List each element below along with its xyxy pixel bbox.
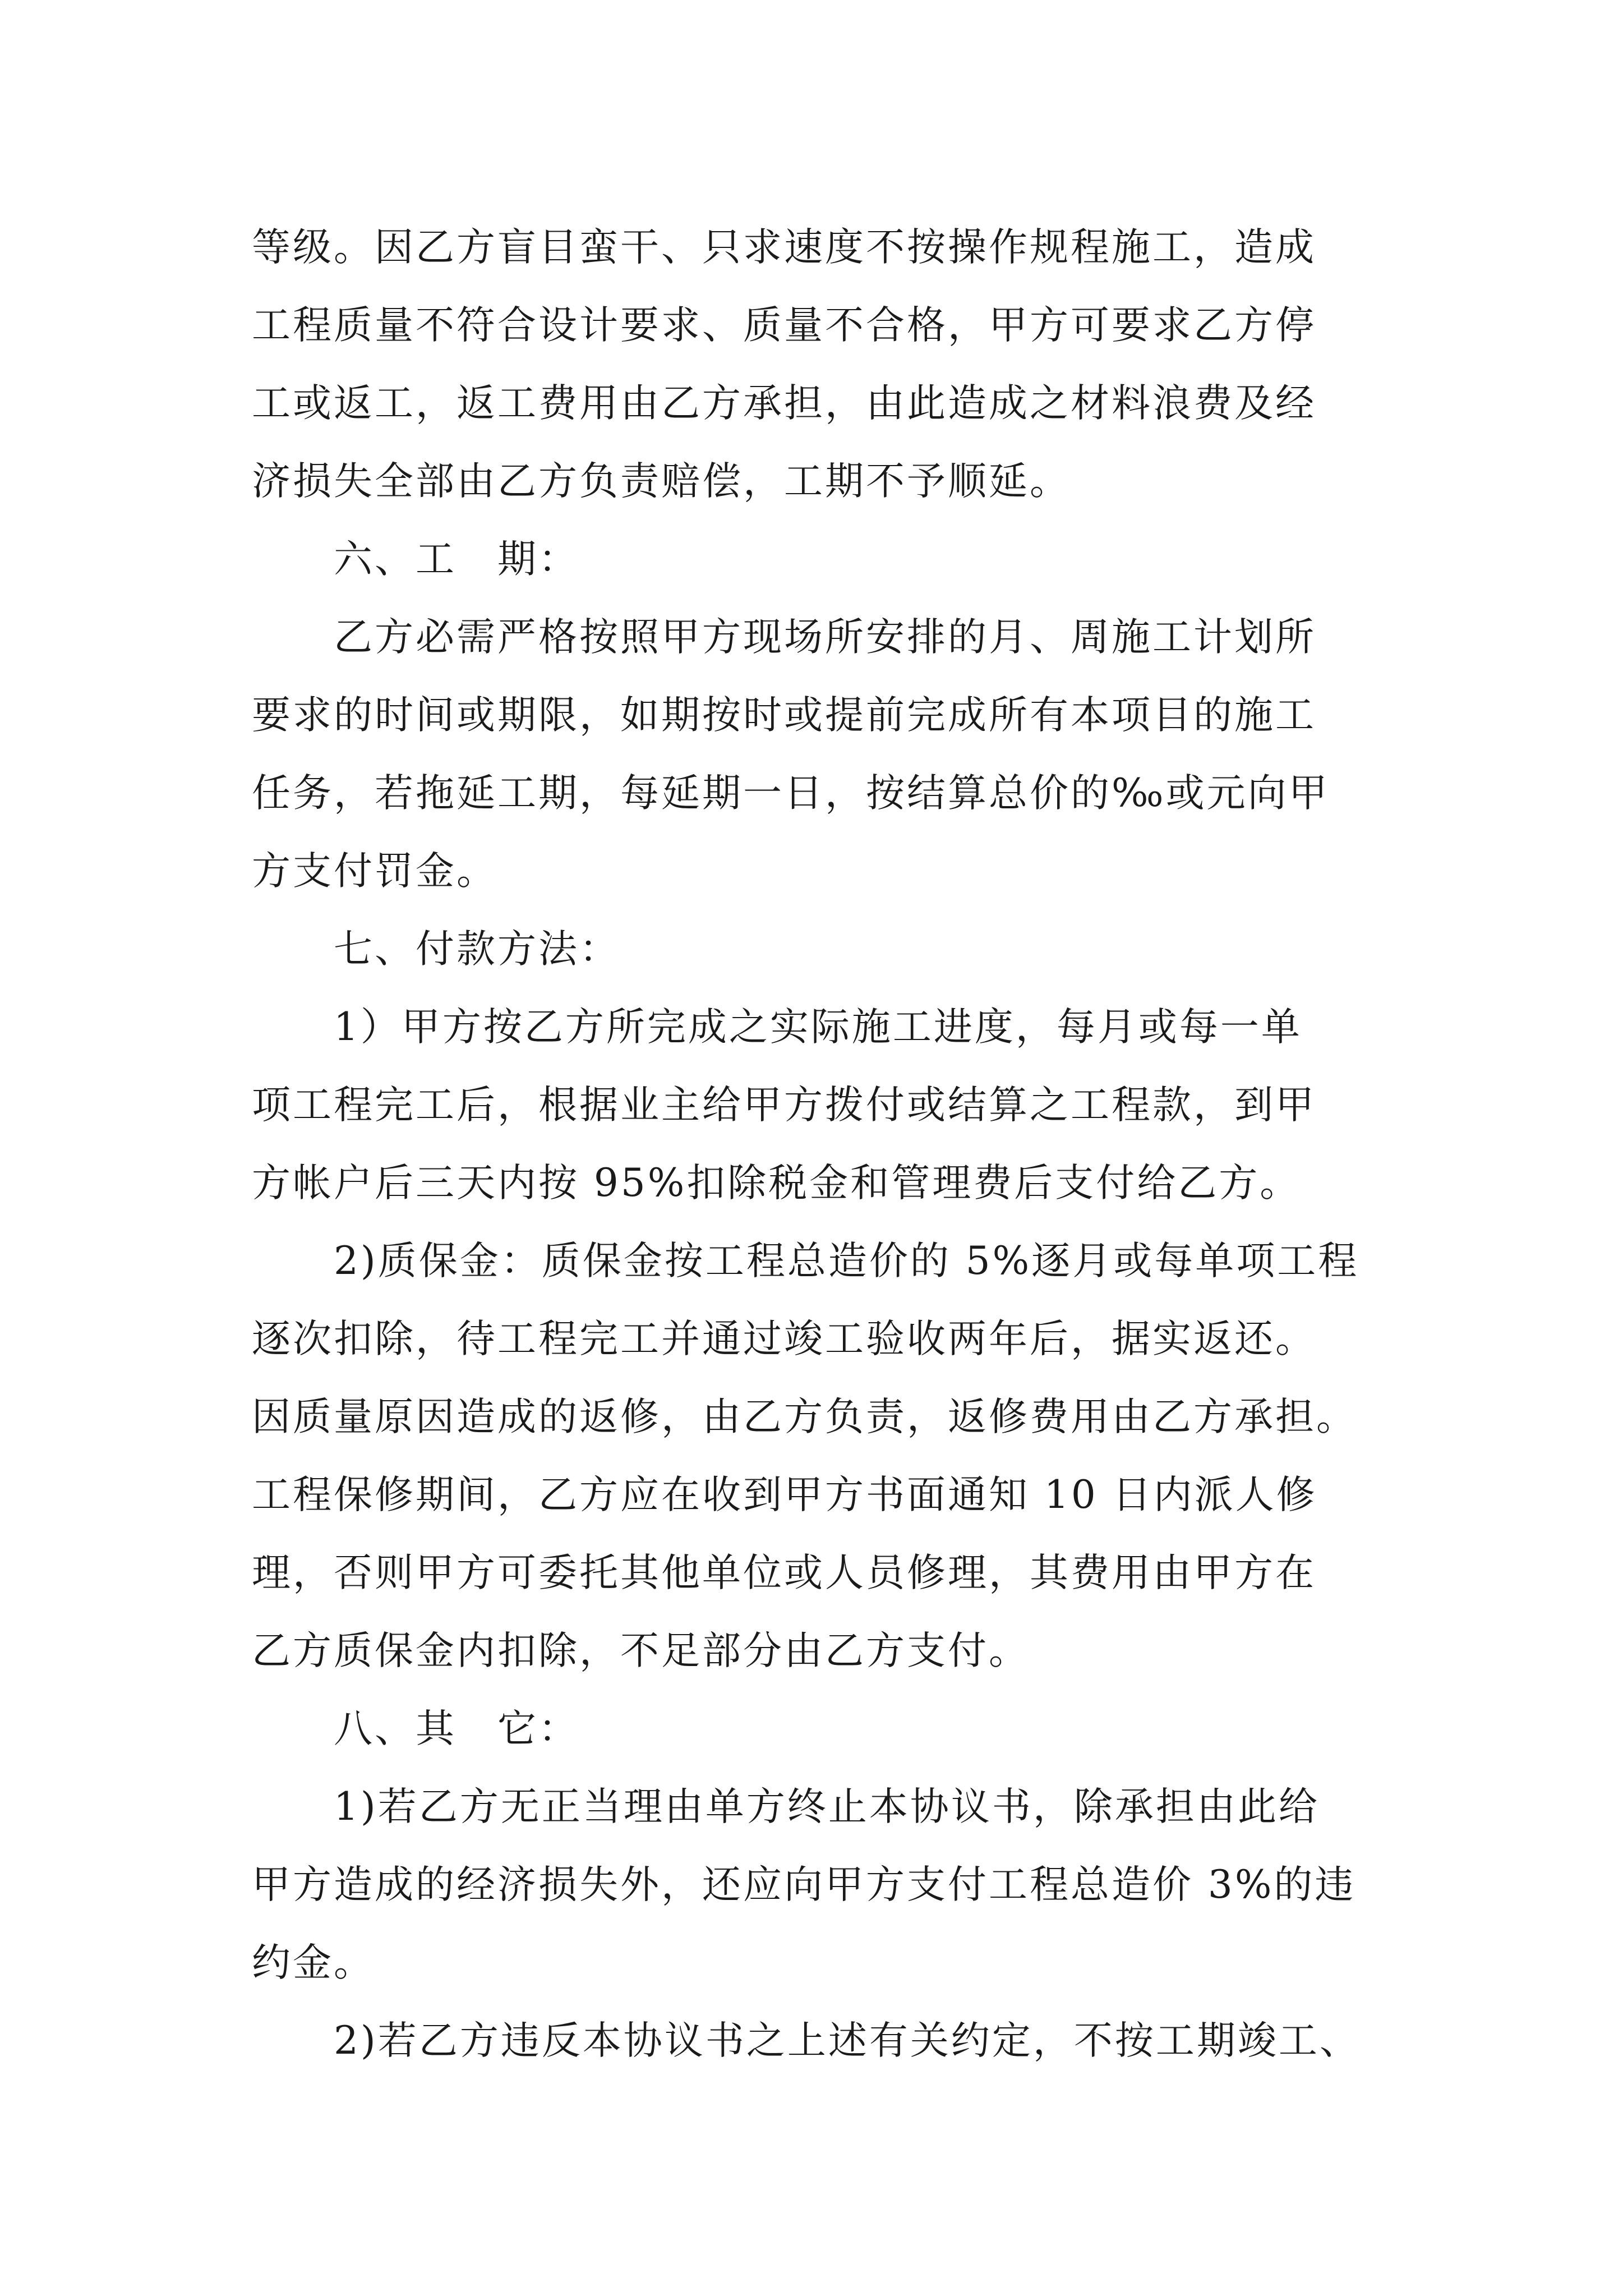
body-line: 1）甲方按乙方所完成之实际施工进度，每月或每一单 [334, 1005, 1302, 1050]
body-line: 项工程完工后，根据业主给甲方拨付或结算之工程款，到甲 [252, 1083, 1316, 1128]
body-line: 方支付罚金。 [252, 849, 497, 894]
body-line: 理，否则甲方可委托其他单位或人员修理，其费用由甲方在 [252, 1550, 1316, 1595]
body-line: 工程保修期间，乙方应在收到甲方书面通知 10 日内派人修 [252, 1473, 1317, 1517]
body-line: 工程质量不符合设计要求、质量不合格，甲方可要求乙方停 [252, 303, 1316, 348]
body-line: 逐次扣除，待工程完工并通过竣工验收两年后，据实返还。 [252, 1317, 1316, 1361]
body-line: 约金。 [252, 1940, 375, 1985]
body-line: 济损失全部由乙方负责赔偿，工期不予顺延。 [252, 459, 1071, 504]
body-line: 2)若乙方违反本协议书之上述有关约定，不按工期竣工、 [334, 2018, 1361, 2063]
section-heading-payment: 七、付款方法： [334, 927, 620, 972]
body-line: 乙方质保金内扣除，不足部分由乙方支付。 [252, 1628, 1030, 1673]
body-line: 乙方必需严格按照甲方现场所安排的月、周施工计划所 [334, 615, 1316, 660]
body-line: 甲方造成的经济损失外，还应向甲方支付工程总造价 3%的违 [252, 1862, 1356, 1907]
body-line: 要求的时间或期限，如期按时或提前完成所有本项目的施工 [252, 693, 1316, 738]
section-heading-other: 八、其 它： [334, 1706, 579, 1751]
body-line: 2)质保金：质保金按工程总造价的 5%逐月或每单项工程 [334, 1239, 1359, 1283]
section-heading-schedule: 六、工 期： [334, 537, 579, 582]
body-line: 方帐户后三天内按 95%扣除税金和管理费后支付给乙方。 [252, 1161, 1301, 1205]
body-line: 因质量原因造成的返修，由乙方负责，返修费用由乙方承担。 [252, 1395, 1357, 1439]
body-line: 1)若乙方无正当理由单方终止本协议书，除承担由此给 [334, 1784, 1320, 1829]
body-line: 等级。因乙方盲目蛮干、只求速度不按操作规程施工，造成 [252, 225, 1316, 270]
body-line: 工或返工，返工费用由乙方承担，由此造成之材料浪费及经 [252, 381, 1316, 426]
contract-body-text [252, 209, 1379, 2080]
body-line: 任务，若拖延工期，每延期一日，按结算总价的‰或元向甲 [252, 771, 1330, 816]
